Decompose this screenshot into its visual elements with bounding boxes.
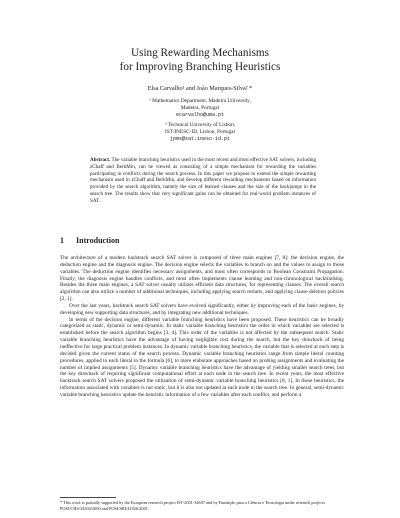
abstract bbox=[90, 157, 316, 205]
affiliation-1-line-1: ¹ Mathematics Department, Madeira University, bbox=[149, 98, 251, 104]
affiliation-2-email: jpms@sat.inesc-id.pt bbox=[169, 136, 230, 142]
affiliation-1 bbox=[60, 98, 340, 119]
section-number: 1 bbox=[60, 236, 64, 245]
abstract-text: The variable branching heuristics used in the most recent and most effective SAT solvers, including zChaff and BerkMin, can be viewed as consisting of a simple mechanism for rewarding the variables participating in conflicts during the search process. In this paper we propose to extend the simple rewarding mechanism used in zChaff and BerkMin, and develop different rewarding mechanisms based on information provided by the search algorithm, namely the size of learned clauses and the size of the backjumps in the search tree. The results show that very significant gains can be obtained for real-world problem instances of SAT. bbox=[90, 157, 316, 204]
affiliation-2-line-2: IST/INESC-ID, Lisbon, Portugal bbox=[164, 129, 236, 135]
affiliation-1-email: ecarvalho@uma.pt bbox=[175, 112, 224, 118]
abstract-label: Abstract. bbox=[90, 157, 111, 163]
paragraph-2: Over the last years, backtrack search SAT solvers have evolved significantly, either by improving each of the basic engines, by developing new supporting data structures, and by integrating new additional techniques. bbox=[60, 302, 344, 316]
footnote: * This work is partially supported by the European research project IST-2001-34607 and by Fundação para a Ciência e Tecnologia under research projects POSI/CHS/34504/2000 and POSI/SRI/41926/2001. bbox=[60, 500, 325, 511]
body-text bbox=[60, 255, 344, 399]
affiliation-1-line-2: Madeira, Portugal bbox=[180, 105, 220, 111]
affiliation-2 bbox=[60, 122, 340, 143]
authors: Elsa Carvalho¹ and João Marques-Silva² * bbox=[147, 85, 253, 92]
section-title: Introduction bbox=[76, 236, 120, 245]
section-heading bbox=[60, 236, 131, 245]
paper-title bbox=[60, 46, 340, 74]
title-line-2: for Improving Branching Heuristics bbox=[119, 61, 281, 73]
affiliation-2-line-1: ² Technical University of Lisbon, bbox=[164, 122, 236, 128]
footnote-rule bbox=[60, 497, 116, 498]
paragraph-3: In terms of the decision engine, different variable branching heuristics have been proposed. These heuristics can be broadly categorized as static, dynamic or semi-dynamic. In static variable branching heuristics the order in which variables are selected is established before the search algorithm begins [3, 4]. This order of the variables is not affected by the subsequent search. Static variable branching heuristics have the advantage of having negligible cost during the search, but the key drawback of being ineffective for large practical problem instances. In dynamic variable branching heuristics, the variable that is selected at each step is decided given the current status of the search process. Dynamic variable branching heuristics range from simple literal counting procedures, applied to each literal in the formula [6], to more elaborate approaches based on probing assignments and evaluating the number of implied assignments [5]. Dynamic variable branching heuristics have the advantage of yielding smaller search trees, but the key drawback of requiring significant computational effort at each node in the search tree. In recent years, the most effective backtrack search SAT solvers proposed the utilization of semi-dynamic variable branching heuristics [8, 1]. In these heuristics, the information associated with variables is not static, but it is also not updated at each node in the search tree. In general, semi-dynamic variable branching heuristics update the heuristic information of a few variables after each conflict, and perform a bbox=[60, 316, 344, 398]
title-line-1: Using Rewarding Mechanisms bbox=[131, 47, 269, 59]
paragraph-1: The architecture of a modern backtrack search SAT solver is composed of three main engines [7, 8]: the decision engine, the deduction engine and the diagnosis engine. The decision engine selects the variables to branch on and the values to assign to those variables. The deduction engine identifies necessary assignments, and most often corresponds to Boolean Constraint Propagation. Finally, the diagnosis engine handles conflicts, and most often implements clause learning and non-chronological backtracking. Besides the three main engines, a SAT solver usually utilizes efficient data structures, for representing clauses. The overall search algorithm can also utilize a number of additional techniques, including applying search restarts, and applying clause deletion policies [2, 1]. bbox=[60, 255, 344, 303]
